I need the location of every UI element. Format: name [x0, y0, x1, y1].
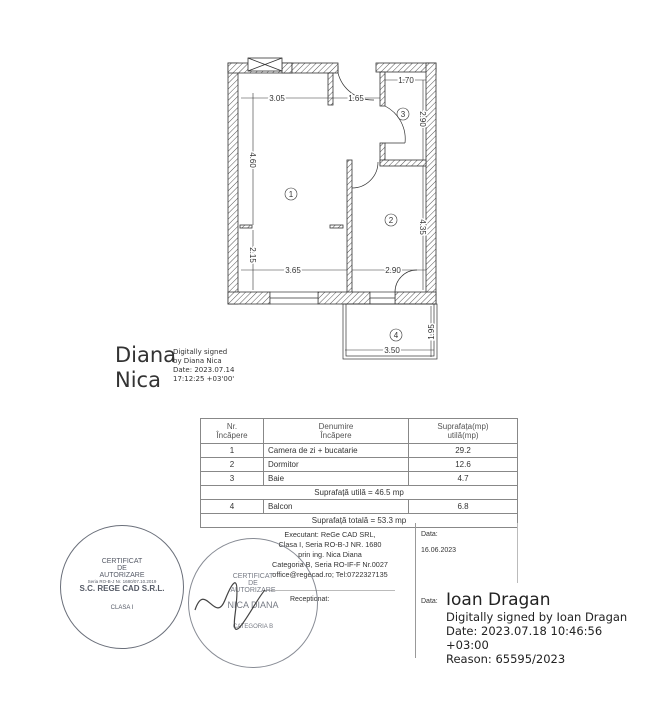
signature-line: Reason: 65595/2023 [446, 652, 566, 666]
cell-name: Baie [264, 472, 409, 486]
dimension-lines [241, 80, 434, 357]
stamp-text: CATEGORIA B [232, 624, 274, 630]
table-subtotal-row [201, 486, 518, 500]
stamp-text: CLASA I [110, 605, 134, 611]
dim-bath-width: 1.70 [398, 76, 414, 85]
dim-bath-height: 2.90 [418, 111, 427, 127]
table-row [201, 458, 518, 472]
cell-name: Dormitor [264, 458, 409, 472]
stamp-text: CERTIFICAT [232, 573, 274, 580]
stamp-text: DE [248, 580, 258, 587]
sig-detail: Digitally signed [173, 348, 228, 356]
room-label-4: 4 [393, 331, 399, 340]
cell-nr: 3 [201, 472, 264, 486]
signature-name-line2: Nica [115, 368, 161, 392]
dim-balcony-depth: 1.95 [427, 324, 436, 340]
cell-nr: 2 [201, 458, 264, 472]
stamp-text: AUTORIZARE [99, 572, 145, 579]
header-nr: Nr. Încăpere [201, 419, 264, 444]
signature-line: Date: 2023.07.18 10:46:56 +03:00 [446, 624, 603, 652]
signature-line: Digitally signed by Ioan Dragan [446, 610, 628, 624]
table-row [201, 472, 518, 486]
divider-vertical [415, 523, 416, 658]
dim-room2-height: 4.35 [418, 219, 427, 235]
dim-bottom-left: 3.65 [285, 266, 301, 275]
header-name: Denumire Încăpere [264, 419, 409, 444]
signature-diana-nica [115, 343, 176, 393]
walls [228, 63, 436, 304]
dim-room1-lower: 2.15 [248, 247, 257, 263]
dim-room1-height: 4.60 [248, 152, 257, 168]
cell-name: Camera de zi + bucatarie [264, 444, 409, 458]
executant-line: Executant: ReGe CAD SRL, [284, 530, 376, 539]
cell-area: 6.8 [409, 500, 518, 514]
dim-top-mid: 1.65 [348, 94, 364, 103]
dim-top-left: 3.05 [269, 94, 285, 103]
room-label-1: 1 [288, 190, 294, 199]
room-label-3: 3 [400, 110, 406, 119]
stamp-text: S.C. REGE CAD S.R.L. [79, 584, 165, 593]
cell-area: 12.6 [409, 458, 518, 472]
receptionat-label: Receptionat: [290, 596, 330, 603]
useful-area-total: Suprafață utilă = 46.5 mp [201, 486, 518, 500]
stamp-text: NICA DIANA [227, 600, 279, 610]
rooms-table [200, 418, 518, 528]
date-value: 16.06.2023 [421, 547, 457, 554]
handwritten-signature [190, 570, 270, 630]
sig-detail: 17:12:25 +03'00' [173, 375, 235, 383]
table-header-row [201, 419, 518, 444]
stamp-text: Seria RO-B-J Nr. 1680/07.10.2019 [87, 579, 157, 584]
stamp-text: CERTIFICAT [101, 558, 143, 565]
executant-line: prin ing. Nica Diana [298, 550, 362, 559]
cell-nr: 4 [201, 500, 264, 514]
signature-ioan-dragan [446, 590, 645, 666]
sig-detail: by Diana Nica [173, 357, 222, 365]
stamp-text: AUTORIZARE [230, 587, 276, 594]
stamp-text: DE [117, 565, 127, 572]
ventilation-shaft [248, 58, 282, 71]
executant-line: office@regecad.ro; Tel:0722327135 [272, 570, 388, 579]
room-label-2: 2 [388, 216, 394, 225]
cell-nr: 1 [201, 444, 264, 458]
signature-name: Ioan Dragan [446, 590, 551, 610]
grand-total: Suprafață totală = 53.3 mp [201, 514, 518, 528]
cell-area: 4.7 [409, 472, 518, 486]
table-row [201, 444, 518, 458]
table-total-row [201, 514, 518, 528]
divider-right [517, 523, 518, 583]
header-area: Suprafața(mp) utilă(mp) [409, 419, 518, 444]
sig-detail: Date: 2023.07.14 [173, 366, 235, 374]
signature-name-line1: Diana [115, 343, 177, 367]
stamp-company [60, 525, 184, 649]
executant-line: Clasa I, Seria RO-B-J NR. 1680 [278, 540, 382, 549]
table-row [201, 500, 518, 514]
cell-name: Balcon [264, 500, 409, 514]
dim-bottom-right: 2.90 [385, 266, 401, 275]
dim-balcony-width: 3.50 [384, 346, 400, 355]
cell-area: 29.2 [409, 444, 518, 458]
executant-line: Categoria B, Seria RO-IF-F Nr.0027 [272, 560, 388, 569]
date-label: Data: [421, 531, 438, 538]
date-label-2: Data: [421, 598, 438, 605]
signature-diana-details [173, 348, 234, 384]
